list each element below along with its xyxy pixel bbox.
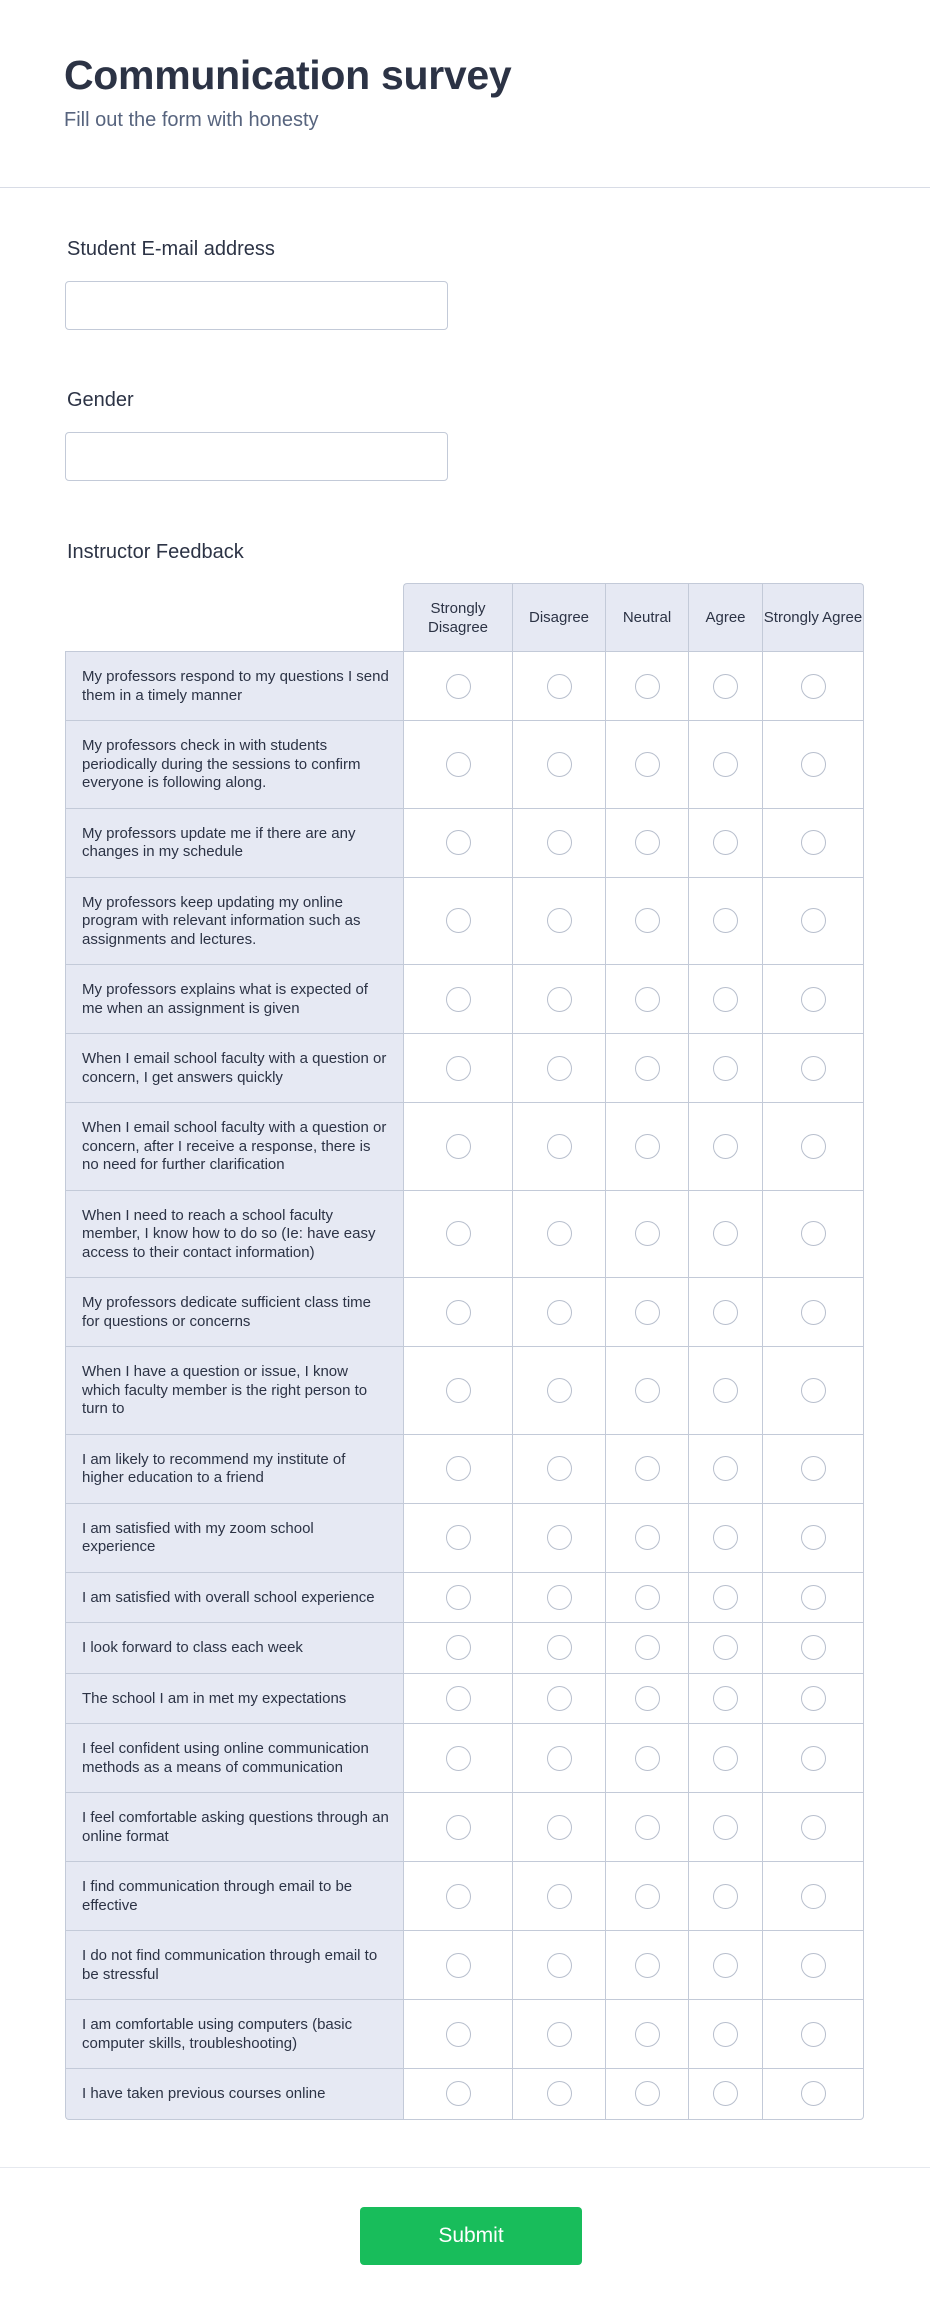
radio-cell <box>403 1572 512 1623</box>
radio-button[interactable] <box>446 1815 471 1840</box>
radio-cell <box>762 1503 864 1572</box>
radio-cell <box>403 964 512 1033</box>
row-question: I am satisfied with overall school experience <box>65 1572 403 1623</box>
radio-button[interactable] <box>547 1525 572 1550</box>
radio-button[interactable] <box>713 1884 738 1909</box>
radio-button[interactable] <box>713 2022 738 2047</box>
radio-button[interactable] <box>446 2022 471 2047</box>
radio-cell <box>403 1434 512 1503</box>
radio-button[interactable] <box>547 908 572 933</box>
column-header: Agree <box>688 583 762 651</box>
radio-cell <box>512 720 605 808</box>
radio-cell <box>605 1792 688 1861</box>
radio-cell <box>762 1033 864 1102</box>
radio-cell <box>512 651 605 720</box>
row-question: My professors dedicate sufficient class time for questions or concerns <box>65 1277 403 1346</box>
radio-cell <box>762 1622 864 1673</box>
radio-cell <box>605 808 688 877</box>
radio-cell <box>762 1190 864 1278</box>
column-header: Disagree <box>512 583 605 651</box>
radio-button[interactable] <box>801 908 826 933</box>
radio-button[interactable] <box>801 1056 826 1081</box>
radio-cell <box>512 964 605 1033</box>
radio-button[interactable] <box>635 1746 660 1771</box>
matrix-row <box>65 1861 864 1930</box>
radio-cell <box>403 1792 512 1861</box>
page-subtitle: Fill out the form with honesty <box>64 109 319 131</box>
radio-cell <box>605 1102 688 1190</box>
row-question: My professors check in with students periodically during the sessions to confirm everyone is following along. <box>65 720 403 808</box>
radio-cell <box>762 808 864 877</box>
email-input[interactable] <box>65 281 448 330</box>
radio-button[interactable] <box>635 2081 660 2106</box>
radio-button[interactable] <box>713 1686 738 1711</box>
gender-label: Gender <box>67 389 134 411</box>
radio-button[interactable] <box>547 752 572 777</box>
radio-cell <box>512 1190 605 1278</box>
radio-cell <box>762 1723 864 1792</box>
matrix-corner <box>65 583 403 651</box>
row-question: I am comfortable using computers (basic computer skills, troubleshooting) <box>65 1999 403 2068</box>
radio-button[interactable] <box>801 1378 826 1403</box>
email-field-group <box>65 238 448 330</box>
radio-button[interactable] <box>801 674 826 699</box>
radio-cell <box>688 720 762 808</box>
radio-button[interactable] <box>801 1884 826 1909</box>
radio-cell <box>762 1930 864 1999</box>
radio-button[interactable] <box>801 1300 826 1325</box>
radio-button[interactable] <box>635 752 660 777</box>
radio-button[interactable] <box>635 674 660 699</box>
column-header: Strongly Disagree <box>403 583 512 651</box>
radio-button[interactable] <box>801 830 826 855</box>
radio-cell <box>762 1277 864 1346</box>
row-question: My professors respond to my questions I send them in a timely manner <box>65 651 403 720</box>
radio-cell <box>605 1503 688 1572</box>
radio-cell <box>688 1930 762 1999</box>
radio-button[interactable] <box>801 1953 826 1978</box>
radio-button[interactable] <box>713 1456 738 1481</box>
radio-button[interactable] <box>547 1635 572 1660</box>
radio-button[interactable] <box>446 1953 471 1978</box>
radio-button[interactable] <box>713 987 738 1012</box>
radio-cell <box>512 1572 605 1623</box>
radio-cell <box>605 651 688 720</box>
radio-cell <box>403 651 512 720</box>
radio-button[interactable] <box>547 1456 572 1481</box>
matrix-row <box>65 1503 864 1572</box>
radio-cell <box>688 1033 762 1102</box>
matrix-row <box>65 877 864 965</box>
matrix-row <box>65 1622 864 1673</box>
radio-cell <box>688 1673 762 1724</box>
matrix-row <box>65 1346 864 1434</box>
gender-input[interactable] <box>65 432 448 481</box>
radio-cell <box>605 1673 688 1724</box>
column-header: Neutral <box>605 583 688 651</box>
row-question: The school I am in met my expectations <box>65 1673 403 1724</box>
radio-button[interactable] <box>446 1221 471 1246</box>
radio-cell <box>762 1346 864 1434</box>
radio-button[interactable] <box>446 1884 471 1909</box>
radio-button[interactable] <box>713 1378 738 1403</box>
radio-button[interactable] <box>635 908 660 933</box>
page-title: Communication survey <box>64 52 512 98</box>
radio-cell <box>688 1277 762 1346</box>
row-question: When I have a question or issue, I know which faculty member is the right person to turn to <box>65 1346 403 1434</box>
radio-button[interactable] <box>635 830 660 855</box>
radio-cell <box>762 1572 864 1623</box>
email-label: Student E-mail address <box>67 238 275 260</box>
radio-cell <box>403 1861 512 1930</box>
radio-cell <box>762 1792 864 1861</box>
radio-button[interactable] <box>801 987 826 1012</box>
matrix-row <box>65 808 864 877</box>
radio-button[interactable] <box>635 1635 660 1660</box>
radio-cell <box>762 720 864 808</box>
radio-button[interactable] <box>801 1746 826 1771</box>
matrix-row <box>65 1572 864 1623</box>
matrix-row <box>65 2068 864 2120</box>
radio-button[interactable] <box>547 1585 572 1610</box>
radio-cell <box>688 1346 762 1434</box>
matrix-label: Instructor Feedback <box>67 541 244 563</box>
row-question: I do not find communication through email to be stressful <box>65 1930 403 1999</box>
radio-cell <box>688 1622 762 1673</box>
radio-button[interactable] <box>801 2022 826 2047</box>
column-header: Strongly Agree <box>762 583 864 651</box>
radio-button[interactable] <box>547 1300 572 1325</box>
radio-button[interactable] <box>446 1134 471 1159</box>
radio-cell <box>512 808 605 877</box>
row-question: When I email school faculty with a question or concern, after I receive a response, there is no need for further clarification <box>65 1102 403 1190</box>
radio-cell <box>605 1434 688 1503</box>
radio-cell <box>605 1033 688 1102</box>
row-question: My professors explains what is expected of me when an assignment is given <box>65 964 403 1033</box>
radio-button[interactable] <box>713 1585 738 1610</box>
radio-cell <box>605 1930 688 1999</box>
radio-button[interactable] <box>446 1056 471 1081</box>
gender-field-group <box>65 389 448 481</box>
radio-button[interactable] <box>547 1686 572 1711</box>
radio-button[interactable] <box>547 1953 572 1978</box>
radio-button[interactable] <box>635 1056 660 1081</box>
radio-button[interactable] <box>801 2081 826 2106</box>
radio-cell <box>688 1861 762 1930</box>
radio-button[interactable] <box>713 1221 738 1246</box>
radio-cell <box>605 1622 688 1673</box>
row-question: I feel confident using online communication methods as a means of communication <box>65 1723 403 1792</box>
radio-cell <box>403 1673 512 1724</box>
matrix-row <box>65 720 864 808</box>
radio-button[interactable] <box>635 1134 660 1159</box>
radio-cell <box>688 1503 762 1572</box>
radio-button[interactable] <box>635 1815 660 1840</box>
radio-cell <box>403 1277 512 1346</box>
radio-button[interactable] <box>635 987 660 1012</box>
matrix-row <box>65 1102 864 1190</box>
radio-button[interactable] <box>446 908 471 933</box>
radio-button[interactable] <box>801 1585 826 1610</box>
radio-cell <box>762 651 864 720</box>
radio-cell <box>605 1861 688 1930</box>
radio-button[interactable] <box>547 1134 572 1159</box>
radio-cell <box>512 1622 605 1673</box>
submit-button[interactable]: Submit <box>360 2207 582 2265</box>
radio-button[interactable] <box>713 1635 738 1660</box>
radio-cell <box>762 1102 864 1190</box>
radio-button[interactable] <box>635 1456 660 1481</box>
radio-button[interactable] <box>446 1585 471 1610</box>
radio-cell <box>605 1346 688 1434</box>
radio-cell <box>403 1346 512 1434</box>
radio-cell <box>512 2068 605 2120</box>
radio-button[interactable] <box>547 830 572 855</box>
radio-button[interactable] <box>547 1378 572 1403</box>
row-question: When I email school faculty with a question or concern, I get answers quickly <box>65 1033 403 1102</box>
radio-cell <box>605 1723 688 1792</box>
radio-button[interactable] <box>446 1635 471 1660</box>
radio-cell <box>403 808 512 877</box>
radio-cell <box>512 1434 605 1503</box>
matrix-row <box>65 1723 864 1792</box>
radio-button[interactable] <box>713 1953 738 1978</box>
radio-cell <box>512 1792 605 1861</box>
row-question: I feel comfortable asking questions through an online format <box>65 1792 403 1861</box>
radio-button[interactable] <box>446 1686 471 1711</box>
radio-button[interactable] <box>635 2022 660 2047</box>
radio-cell <box>688 877 762 965</box>
feedback-matrix <box>65 583 864 2120</box>
radio-cell <box>512 1102 605 1190</box>
row-question: I am likely to recommend my institute of higher education to a friend <box>65 1434 403 1503</box>
radio-button[interactable] <box>801 1525 826 1550</box>
radio-button[interactable] <box>713 1134 738 1159</box>
radio-cell <box>688 1102 762 1190</box>
radio-cell <box>403 1999 512 2068</box>
radio-cell <box>512 1999 605 2068</box>
radio-button[interactable] <box>713 1300 738 1325</box>
radio-button[interactable] <box>635 1686 660 1711</box>
row-question: I am satisfied with my zoom school experience <box>65 1503 403 1572</box>
radio-cell <box>688 651 762 720</box>
form-header <box>0 0 930 188</box>
matrix-row <box>65 1673 864 1724</box>
radio-button[interactable] <box>801 1456 826 1481</box>
radio-cell <box>688 1792 762 1861</box>
radio-button[interactable] <box>635 1953 660 1978</box>
radio-cell <box>688 1723 762 1792</box>
radio-button[interactable] <box>547 1221 572 1246</box>
radio-button[interactable] <box>547 2022 572 2047</box>
radio-button[interactable] <box>446 1525 471 1550</box>
radio-button[interactable] <box>635 1221 660 1246</box>
radio-button[interactable] <box>713 752 738 777</box>
radio-cell <box>403 1190 512 1278</box>
radio-button[interactable] <box>547 1056 572 1081</box>
radio-cell <box>762 1434 864 1503</box>
radio-cell <box>512 1277 605 1346</box>
radio-button[interactable] <box>635 1585 660 1610</box>
radio-button[interactable] <box>801 1815 826 1840</box>
radio-cell <box>605 720 688 808</box>
footer-divider <box>0 2167 930 2168</box>
radio-button[interactable] <box>801 1635 826 1660</box>
radio-button[interactable] <box>713 1056 738 1081</box>
radio-cell <box>688 1572 762 1623</box>
row-question: I have taken previous courses online <box>65 2068 403 2120</box>
radio-button[interactable] <box>635 1300 660 1325</box>
matrix-row <box>65 1190 864 1278</box>
radio-cell <box>403 1930 512 1999</box>
radio-button[interactable] <box>547 987 572 1012</box>
radio-cell <box>605 1999 688 2068</box>
radio-button[interactable] <box>547 2081 572 2106</box>
radio-cell <box>512 1503 605 1572</box>
radio-button[interactable] <box>446 2081 471 2106</box>
radio-button[interactable] <box>801 1686 826 1711</box>
radio-cell <box>688 1434 762 1503</box>
radio-button[interactable] <box>446 752 471 777</box>
radio-button[interactable] <box>547 1746 572 1771</box>
radio-cell <box>605 1277 688 1346</box>
radio-cell <box>762 1999 864 2068</box>
row-question: I look forward to class each week <box>65 1622 403 1673</box>
radio-cell <box>605 2068 688 2120</box>
radio-button[interactable] <box>801 752 826 777</box>
radio-button[interactable] <box>801 1221 826 1246</box>
radio-cell <box>403 1102 512 1190</box>
radio-button[interactable] <box>713 674 738 699</box>
matrix-row <box>65 651 864 720</box>
radio-button[interactable] <box>547 1815 572 1840</box>
matrix-row <box>65 1999 864 2068</box>
radio-button[interactable] <box>713 1525 738 1550</box>
radio-cell <box>605 964 688 1033</box>
radio-cell <box>605 1190 688 1278</box>
radio-cell <box>512 1861 605 1930</box>
radio-cell <box>762 1673 864 1724</box>
matrix-row <box>65 1033 864 1102</box>
radio-cell <box>403 1503 512 1572</box>
radio-button[interactable] <box>547 1884 572 1909</box>
radio-cell <box>762 2068 864 2120</box>
radio-button[interactable] <box>713 2081 738 2106</box>
radio-button[interactable] <box>713 1746 738 1771</box>
radio-cell <box>688 1999 762 2068</box>
radio-cell <box>512 877 605 965</box>
radio-button[interactable] <box>446 830 471 855</box>
radio-button[interactable] <box>635 1884 660 1909</box>
radio-button[interactable] <box>713 1815 738 1840</box>
radio-cell <box>512 1673 605 1724</box>
matrix-row <box>65 1930 864 1999</box>
radio-cell <box>688 2068 762 2120</box>
matrix-row <box>65 964 864 1033</box>
radio-button[interactable] <box>446 1746 471 1771</box>
radio-cell <box>512 1930 605 1999</box>
radio-cell <box>762 877 864 965</box>
row-question: When I need to reach a school faculty member, I know how to do so (Ie: have easy access to their contact information) <box>65 1190 403 1278</box>
radio-cell <box>403 720 512 808</box>
radio-button[interactable] <box>635 1378 660 1403</box>
radio-cell <box>688 808 762 877</box>
matrix-row <box>65 1277 864 1346</box>
radio-cell <box>605 877 688 965</box>
radio-cell <box>403 1622 512 1673</box>
radio-cell <box>762 964 864 1033</box>
radio-cell <box>512 1033 605 1102</box>
radio-cell <box>403 1033 512 1102</box>
radio-button[interactable] <box>446 1456 471 1481</box>
radio-button[interactable] <box>446 987 471 1012</box>
radio-button[interactable] <box>713 830 738 855</box>
radio-button[interactable] <box>635 1525 660 1550</box>
radio-button[interactable] <box>713 908 738 933</box>
radio-button[interactable] <box>547 674 572 699</box>
radio-cell <box>403 2068 512 2120</box>
radio-cell <box>762 1861 864 1930</box>
radio-cell <box>688 1190 762 1278</box>
radio-button[interactable] <box>801 1134 826 1159</box>
matrix-row <box>65 1792 864 1861</box>
radio-cell <box>512 1346 605 1434</box>
radio-cell <box>688 964 762 1033</box>
row-question: My professors keep updating my online program with relevant information such as assignments and lectures. <box>65 877 403 965</box>
radio-button[interactable] <box>446 1378 471 1403</box>
radio-cell <box>403 877 512 965</box>
radio-button[interactable] <box>446 1300 471 1325</box>
radio-button[interactable] <box>446 674 471 699</box>
matrix-row <box>65 1434 864 1503</box>
row-question: My professors update me if there are any changes in my schedule <box>65 808 403 877</box>
row-question: I find communication through email to be effective <box>65 1861 403 1930</box>
radio-cell <box>403 1723 512 1792</box>
radio-cell <box>605 1572 688 1623</box>
radio-cell <box>512 1723 605 1792</box>
